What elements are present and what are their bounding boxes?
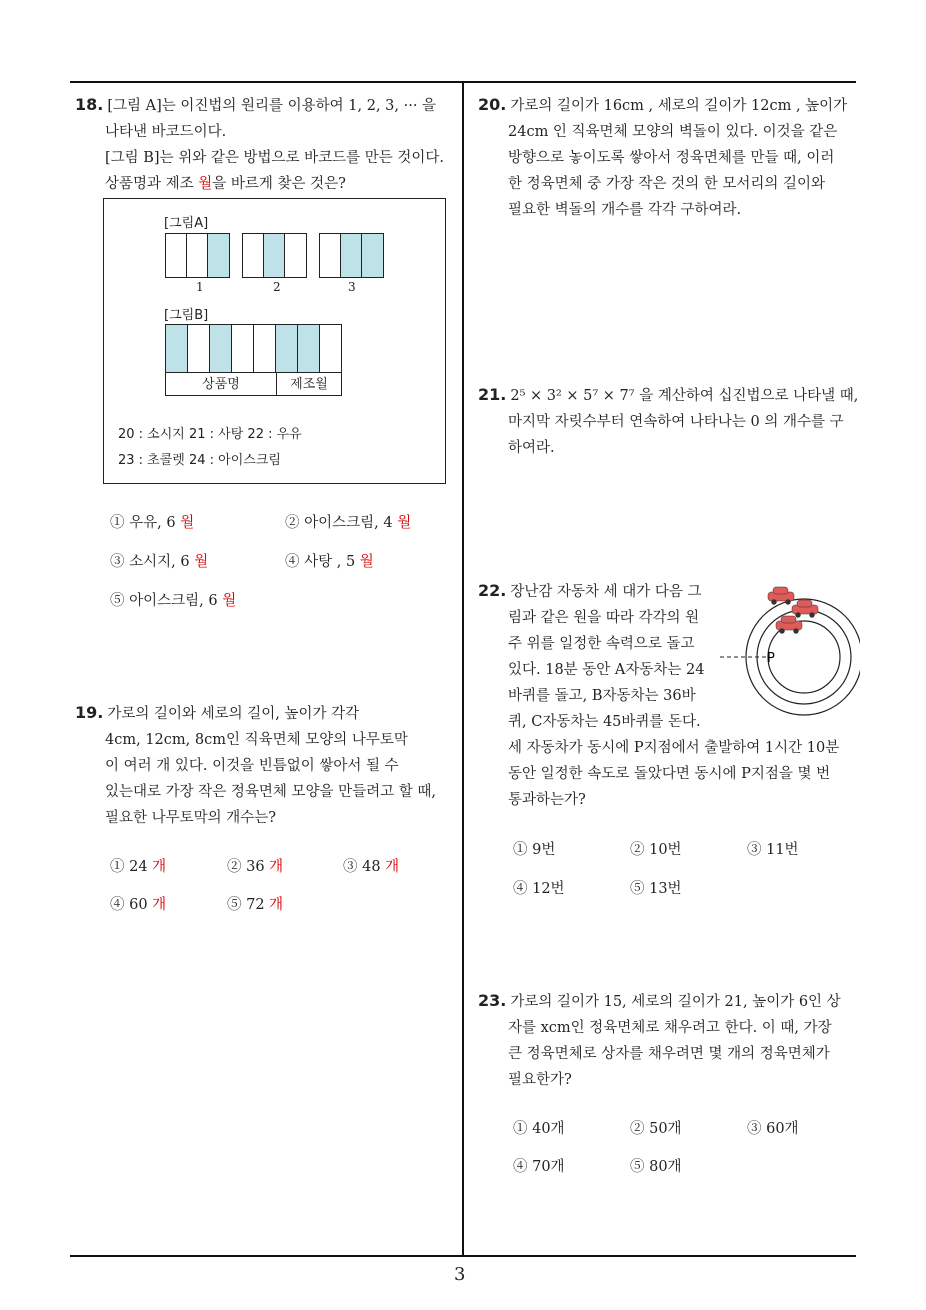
question-number: 23. bbox=[478, 991, 507, 1010]
q18-option-3[interactable]: ③ 소시지, 6 월 bbox=[110, 554, 209, 570]
q23-option-5[interactable]: ⑤ 80개 bbox=[630, 1159, 682, 1175]
question-number: 22. bbox=[478, 581, 507, 600]
question-number: 21. bbox=[478, 385, 507, 404]
bar-cell bbox=[243, 234, 264, 277]
barcode-a1 bbox=[165, 233, 230, 278]
q18-option-5[interactable]: ⑤ 아이스크림, 6 월 bbox=[110, 593, 237, 609]
q23-option-4[interactable]: ④ 70개 bbox=[513, 1159, 565, 1175]
bar-cell bbox=[232, 325, 254, 372]
page-number: 3 bbox=[454, 1264, 466, 1285]
point-p-label: P bbox=[767, 651, 775, 666]
bar-cell bbox=[187, 234, 208, 277]
question-20: 20. 가로의 길이가 16cm , 세로의 길이가 12cm , 높이가 24cm 인 직육면체 모양의 벽돌이 있다. 이것을 같은 방향으로 놓이도록 쌓아서 정육면체를 만들 때, 이러 한 정육면체 중 가장 작은 것의 한 모서리의 길이와 필요한 벽돌의 개수를 각각 구하여라. bbox=[478, 95, 848, 218]
legend-line-1: 20 : 소시지 21 : 사탕 22 : 우유 bbox=[118, 427, 302, 442]
bar-cell bbox=[188, 325, 210, 372]
bar-cell bbox=[264, 234, 285, 277]
bar-cell bbox=[320, 325, 341, 372]
q22-option-1[interactable]: ① 9번 bbox=[513, 842, 556, 858]
tick-label: 1 bbox=[196, 280, 204, 294]
car-icon bbox=[776, 616, 802, 634]
barcode-a3 bbox=[319, 233, 384, 278]
q22-option-3[interactable]: ③ 11번 bbox=[747, 842, 799, 858]
bar-cell bbox=[166, 325, 188, 372]
question-19: 19. 가로의 길이와 세로의 길이, 높이가 각각 4cm, 12cm, 8cm인 직육면체 모양의 나무토막 이 여러 개 있다. 이것을 빈틈없이 쌓아서 될 수 있는대로 가장 작은 정육면체 모양을 만들려고 할 때, 필요한 나무토막의 개수는? bbox=[75, 703, 437, 826]
q22-option-2[interactable]: ② 10번 bbox=[630, 842, 682, 858]
question-18: 18. [그림 A]는 이진법의 원리를 이용하여 1, 2, 3, ··· 을 나타낸 바코드이다. [그림 B]는 위와 같은 방법으로 바코드를 만든 것이다. 상품명과 제조 월을 바르게 찾은 것은? bbox=[75, 95, 444, 192]
bottom-rule bbox=[70, 1255, 856, 1257]
tick-label: 3 bbox=[348, 280, 356, 294]
legend-line-2: 23 : 초콜렛 24 : 아이스크림 bbox=[118, 453, 281, 468]
figure-b-label: [그림B] bbox=[164, 308, 209, 323]
car-icon bbox=[768, 587, 794, 605]
bar-cell bbox=[298, 325, 320, 372]
car-icon bbox=[792, 600, 818, 618]
bar-cell bbox=[210, 325, 232, 372]
bar-cell bbox=[341, 234, 362, 277]
q23-option-1[interactable]: ① 40개 bbox=[513, 1121, 565, 1137]
question-number: 20. bbox=[478, 95, 507, 114]
bar-cell bbox=[320, 234, 341, 277]
barcode-label-month: 제조월 bbox=[290, 377, 328, 392]
bar-cell bbox=[276, 325, 298, 372]
q19-option-4[interactable]: ④ 60 개 bbox=[110, 897, 167, 913]
question-22: 22. 장난감 자동차 세 대가 다음 그 림과 같은 원을 따라 각각의 원 주 위를 일정한 속력으로 돌고 있다. 18분 동안 A자동차는 24 바퀴를 돌고, B자동차는 36바 퀴, C자동차는 45바퀴를 돈다. 세 자동차가 동시에 P지점에서 출발하여 1시간 10분 동안 일정한 속도로 돌았다면 동시에 P지점을 몇 번 통과하는가? bbox=[478, 581, 840, 808]
column-divider bbox=[462, 81, 464, 1257]
tick-label: 2 bbox=[273, 280, 281, 294]
barcode-a2 bbox=[242, 233, 307, 278]
figure-a-label: [그림A] bbox=[164, 216, 209, 231]
bar-cell bbox=[208, 234, 229, 277]
question-number: 18. bbox=[75, 95, 104, 114]
barcode-b bbox=[165, 324, 342, 396]
inner-circle bbox=[768, 621, 840, 693]
question-number: 19. bbox=[75, 703, 104, 722]
q23-option-2[interactable]: ② 50개 bbox=[630, 1121, 682, 1137]
circles-figure bbox=[720, 580, 860, 730]
q22-option-4[interactable]: ④ 12번 bbox=[513, 881, 565, 897]
question-23: 23. 가로의 길이가 15, 세로의 길이가 21, 높이가 6인 상 자를 xcm인 정육면체로 채우려고 한다. 이 때, 가장 큰 정육면체로 상자를 채우려면 몇 개의 정육면체가 필요한가? bbox=[478, 991, 841, 1088]
q19-option-2[interactable]: ② 36 개 bbox=[227, 859, 284, 875]
q23-option-3[interactable]: ③ 60개 bbox=[747, 1121, 799, 1137]
bar-cell bbox=[166, 234, 187, 277]
barcode-label-product: 상품명 bbox=[166, 373, 277, 396]
bar-cell bbox=[285, 234, 306, 277]
q18-option-4[interactable]: ④ 사탕 , 5 월 bbox=[285, 554, 374, 570]
q19-option-3[interactable]: ③ 48 개 bbox=[343, 859, 400, 875]
bar-cell bbox=[362, 234, 383, 277]
q18-option-2[interactable]: ② 아이스크림, 4 월 bbox=[285, 515, 412, 531]
question-21: 21. 2⁵ × 3² × 5⁷ × 7⁷ 을 계산하여 십진법으로 나타낼 때, 마지막 자릿수부터 연속하여 나타나는 0 의 개수를 구 하여라. bbox=[478, 385, 859, 456]
bar-cell bbox=[254, 325, 276, 372]
q18-option-1[interactable]: ① 우유, 6 월 bbox=[110, 515, 195, 531]
q19-option-1[interactable]: ① 24 개 bbox=[110, 859, 167, 875]
q22-option-5[interactable]: ⑤ 13번 bbox=[630, 881, 682, 897]
q19-option-5[interactable]: ⑤ 72 개 bbox=[227, 897, 284, 913]
